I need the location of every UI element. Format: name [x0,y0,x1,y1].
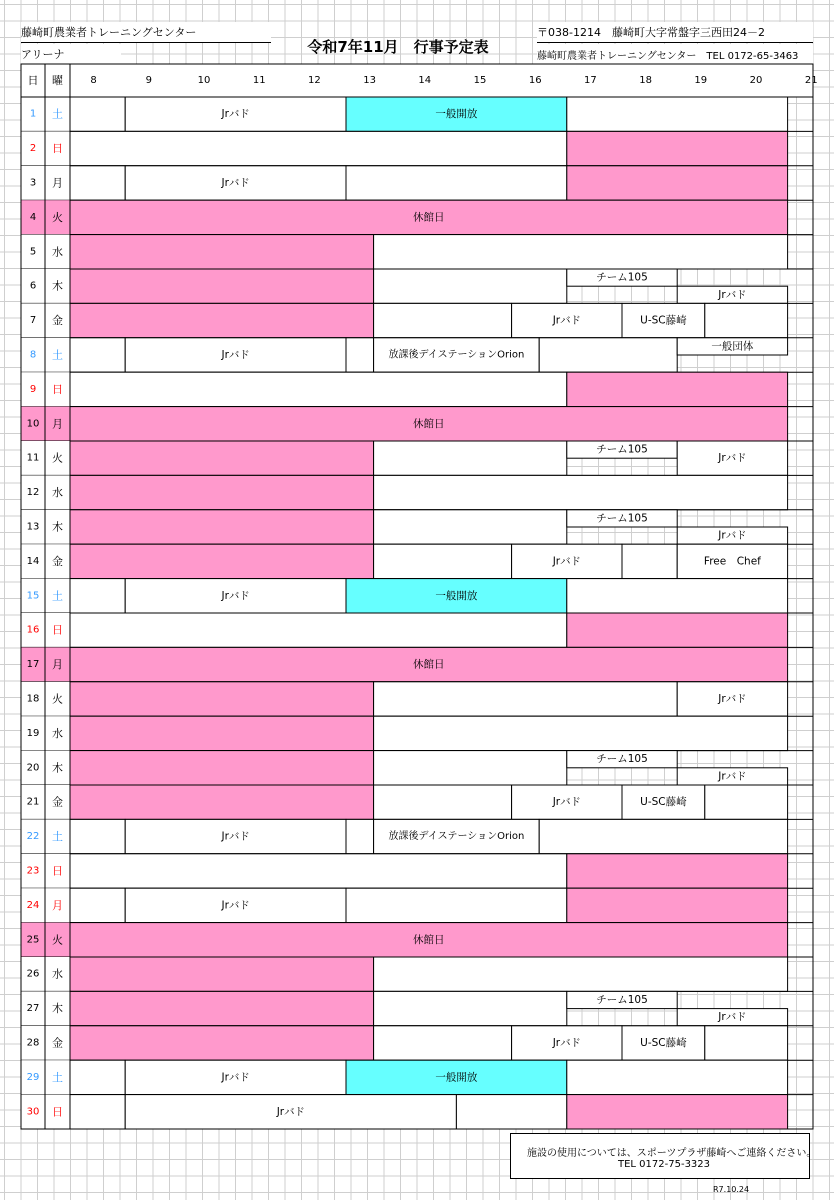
closed-day-label: 休館日 [413,658,445,671]
hour-label-12: 12 [308,75,321,86]
day-row-21 [21,785,813,819]
day-row-1 [21,97,813,131]
event-label: Jrバド [276,1105,305,1118]
weekday-label: 水 [52,967,63,981]
event-label: 一般開放 [435,108,478,121]
hour-label-11: 11 [252,75,266,86]
day-row-28 [21,1026,813,1060]
day-row-27 [21,991,813,1025]
event-label: チーム105 [596,994,648,1006]
day-number: 7 [29,315,37,327]
event-block [70,131,567,165]
day-row-8 [21,338,813,372]
event-block [70,682,374,716]
day-row-15 [21,579,813,613]
day-number: 8 [29,349,37,361]
hour-label-13: 13 [363,75,376,86]
closed-day-label: 休館日 [413,417,445,430]
day-number: 14 [26,555,40,567]
day-number: 28 [26,1037,40,1049]
col-header-day: 日 [27,74,39,87]
day-row-12 [21,475,813,509]
notice-phone: TEL 0172-75-3323 [618,1159,711,1170]
event-block [567,1060,788,1094]
event-label: Jrバド [552,796,581,809]
day-number: 5 [29,246,37,258]
event-label: Jrバド [718,1011,747,1024]
day-number: 20 [26,762,40,774]
weekday-label: 日 [52,864,63,878]
day-row-26 [21,957,813,991]
notice-box [510,1133,817,1179]
weekday-label: 火 [52,692,63,706]
event-label: Jrバド [221,1071,250,1084]
event-label: 一般団体 [711,340,754,353]
weekday-label: 日 [52,142,63,156]
event-label: Jrバド [552,555,581,568]
hour-label-16: 16 [528,75,542,86]
event-block [374,544,512,578]
event-block [567,372,788,406]
event-label: Jrバド [718,770,747,783]
weekday-label: 日 [52,623,63,637]
day-row-22 [21,819,813,853]
event-block [70,854,567,888]
event-label: Jrバド [552,314,581,327]
day-number: 17 [26,659,40,671]
day-row-19 [21,716,813,750]
hour-label-19: 19 [694,75,708,86]
day-row-29 [21,1060,813,1094]
hour-label-15: 15 [473,75,487,86]
hour-label-10: 10 [197,75,211,86]
event-label: チーム105 [596,753,648,766]
event-block [70,751,374,785]
day-number: 15 [26,590,40,602]
event-block [456,1095,566,1129]
day-number: 12 [26,487,40,499]
weekday-label: 木 [52,761,63,775]
event-block [70,1026,374,1060]
event-block [374,751,567,785]
hour-label-18: 18 [639,75,652,86]
event-block [539,338,677,372]
day-row-20 [21,751,813,785]
weekday-label: 木 [52,279,63,293]
contact: 藤崎町農業者トレーニングセンター TEL 0172-65-3463 [537,50,799,62]
day-number: 4 [29,211,37,223]
event-label: Jrバド [718,529,747,542]
event-block [374,785,512,819]
event-block [374,1026,512,1060]
event-label: U-SC藤崎 [640,1037,687,1049]
event-label: 一般開放 [435,1071,478,1084]
day-number: 10 [26,418,40,430]
event-block [567,613,788,647]
event-block [346,338,374,372]
event-block [70,97,125,131]
event-label: 放課後デイステーションOrion [388,831,525,843]
weekday-label: 水 [52,486,63,500]
event-block [374,682,678,716]
day-row-14 [21,544,813,578]
area-name: アリーナ [21,48,65,61]
event-block [70,269,374,303]
event-label: 放課後デイステーションOrion [388,349,525,361]
event-label: Jrバド [718,452,747,465]
day-number: 21 [26,796,40,808]
day-number: 27 [26,1003,40,1015]
event-block [567,97,788,131]
day-row-18 [21,682,813,716]
event-block [70,1095,125,1129]
day-row-16 [21,613,813,647]
weekday-label: 日 [52,1105,63,1119]
weekday-label: 火 [52,933,63,947]
weekday-label: 金 [52,554,63,568]
event-block [539,819,787,853]
day-row-23 [21,854,813,888]
event-label: Jrバド [718,693,747,705]
event-block [70,991,374,1025]
day-number: 6 [29,280,37,292]
event-block [374,269,567,303]
event-block [374,957,788,991]
day-row-10 [21,407,813,441]
event-block [705,1026,788,1060]
day-number: 23 [26,865,40,877]
event-block [346,888,567,922]
event-block [70,235,374,269]
day-number: 3 [29,177,37,189]
weekday-label: 土 [52,830,63,844]
day-row-13 [21,510,813,544]
event-block [705,785,788,819]
event-block [374,510,567,544]
event-block [622,544,677,578]
event-block [70,613,567,647]
event-block [70,372,567,406]
event-block [374,235,788,269]
event-block [70,441,374,475]
address: 〒038-1214 藤崎町大字常盤字三西田24－2 [537,26,765,39]
event-label: Jrバド [221,830,250,843]
event-label: U-SC藤崎 [640,796,687,809]
day-number: 16 [26,624,40,636]
day-number: 26 [26,968,40,980]
event-block [346,166,567,200]
event-block [374,303,512,337]
day-row-24 [21,888,813,922]
weekday-label: 土 [52,348,63,362]
day-number: 13 [26,521,40,533]
day-row-7 [21,303,813,337]
weekday-label: 日 [52,382,63,396]
event-block [374,991,567,1025]
event-label: Jrバド [718,288,747,301]
event-label: Jrバド [221,177,250,189]
weekday-label: 土 [52,1070,63,1084]
weekday-label: 月 [52,898,63,912]
day-number: 25 [26,934,40,946]
event-label: チーム105 [596,443,648,456]
day-row-3 [21,166,813,200]
facility-name: 藤崎町農業者トレーニングセンター [21,26,197,39]
notice-text: 施設の使用については、スポーツプラザ藤崎へご連絡ください。 [527,1148,817,1159]
day-number: 29 [26,1071,40,1083]
weekday-label: 水 [52,245,63,259]
event-label: Jrバド [221,899,250,912]
event-label: Free Chef [703,555,761,568]
day-number: 1 [29,108,37,120]
day-row-25 [21,923,813,957]
event-block [346,819,374,853]
weekday-label: 火 [52,451,63,465]
event-block [567,1095,788,1129]
col-header-weekday: 曜 [52,74,63,87]
event-block [70,475,374,509]
hour-label-21: 21 [804,75,818,86]
day-number: 30 [26,1106,40,1118]
day-row-2 [21,131,813,165]
event-block [70,579,125,613]
weekday-label: 金 [52,314,63,328]
revision-date: R7.10.24 [713,1185,750,1194]
hour-label-20: 20 [749,75,763,86]
day-number: 22 [26,831,40,843]
event-block [70,544,374,578]
event-block [567,131,788,165]
event-block [70,1060,125,1094]
event-block [70,166,125,200]
event-block [70,338,125,372]
event-block [567,579,788,613]
day-number: 18 [26,693,40,705]
event-label: チーム105 [596,512,648,525]
weekday-label: 木 [52,520,63,534]
weekday-label: 土 [52,107,63,121]
day-row-5 [21,235,813,269]
page-title: 令和7年11月 行事予定表 [307,38,489,56]
event-block [70,716,374,750]
hour-label-9: 9 [145,75,152,86]
event-block [70,510,374,544]
hour-label-17: 17 [584,75,597,86]
event-label: Jrバド [221,108,250,121]
day-row-11 [21,441,813,475]
event-block [70,957,374,991]
weekday-label: 水 [52,726,63,740]
event-block [70,785,374,819]
hour-label-14: 14 [418,75,432,86]
event-block [705,303,788,337]
day-number: 11 [26,452,40,464]
event-block [70,888,125,922]
day-row-17 [21,647,813,681]
weekday-label: 金 [52,795,63,809]
day-row-6 [21,269,813,303]
day-row-30 [21,1095,813,1129]
day-number: 2 [29,143,37,155]
closed-day-label: 休館日 [413,211,445,224]
event-block [374,716,788,750]
hour-label-8: 8 [90,75,97,86]
event-label: チーム105 [596,271,648,284]
weekday-label: 月 [52,417,63,431]
event-block [567,166,788,200]
event-block [70,819,125,853]
weekday-label: 火 [52,210,63,224]
day-row-4 [21,200,813,234]
event-label: Jrバド [552,1037,581,1049]
event-block [567,854,788,888]
day-row-9 [21,372,813,406]
day-number: 24 [26,899,40,911]
event-block [374,475,788,509]
event-block [567,888,788,922]
weekday-label: 月 [52,176,63,190]
event-label: 一般開放 [435,589,478,602]
weekday-label: 金 [52,1036,63,1050]
event-label: U-SC藤崎 [640,314,687,327]
day-number: 19 [26,727,40,739]
closed-day-label: 休館日 [413,933,445,946]
weekday-label: 土 [52,589,63,603]
event-block [374,441,567,475]
day-number: 9 [29,383,37,395]
event-label: Jrバド [221,589,250,602]
weekday-label: 月 [52,658,63,672]
event-block [70,303,374,337]
weekday-label: 木 [52,1002,63,1016]
event-label: Jrバド [221,349,250,361]
